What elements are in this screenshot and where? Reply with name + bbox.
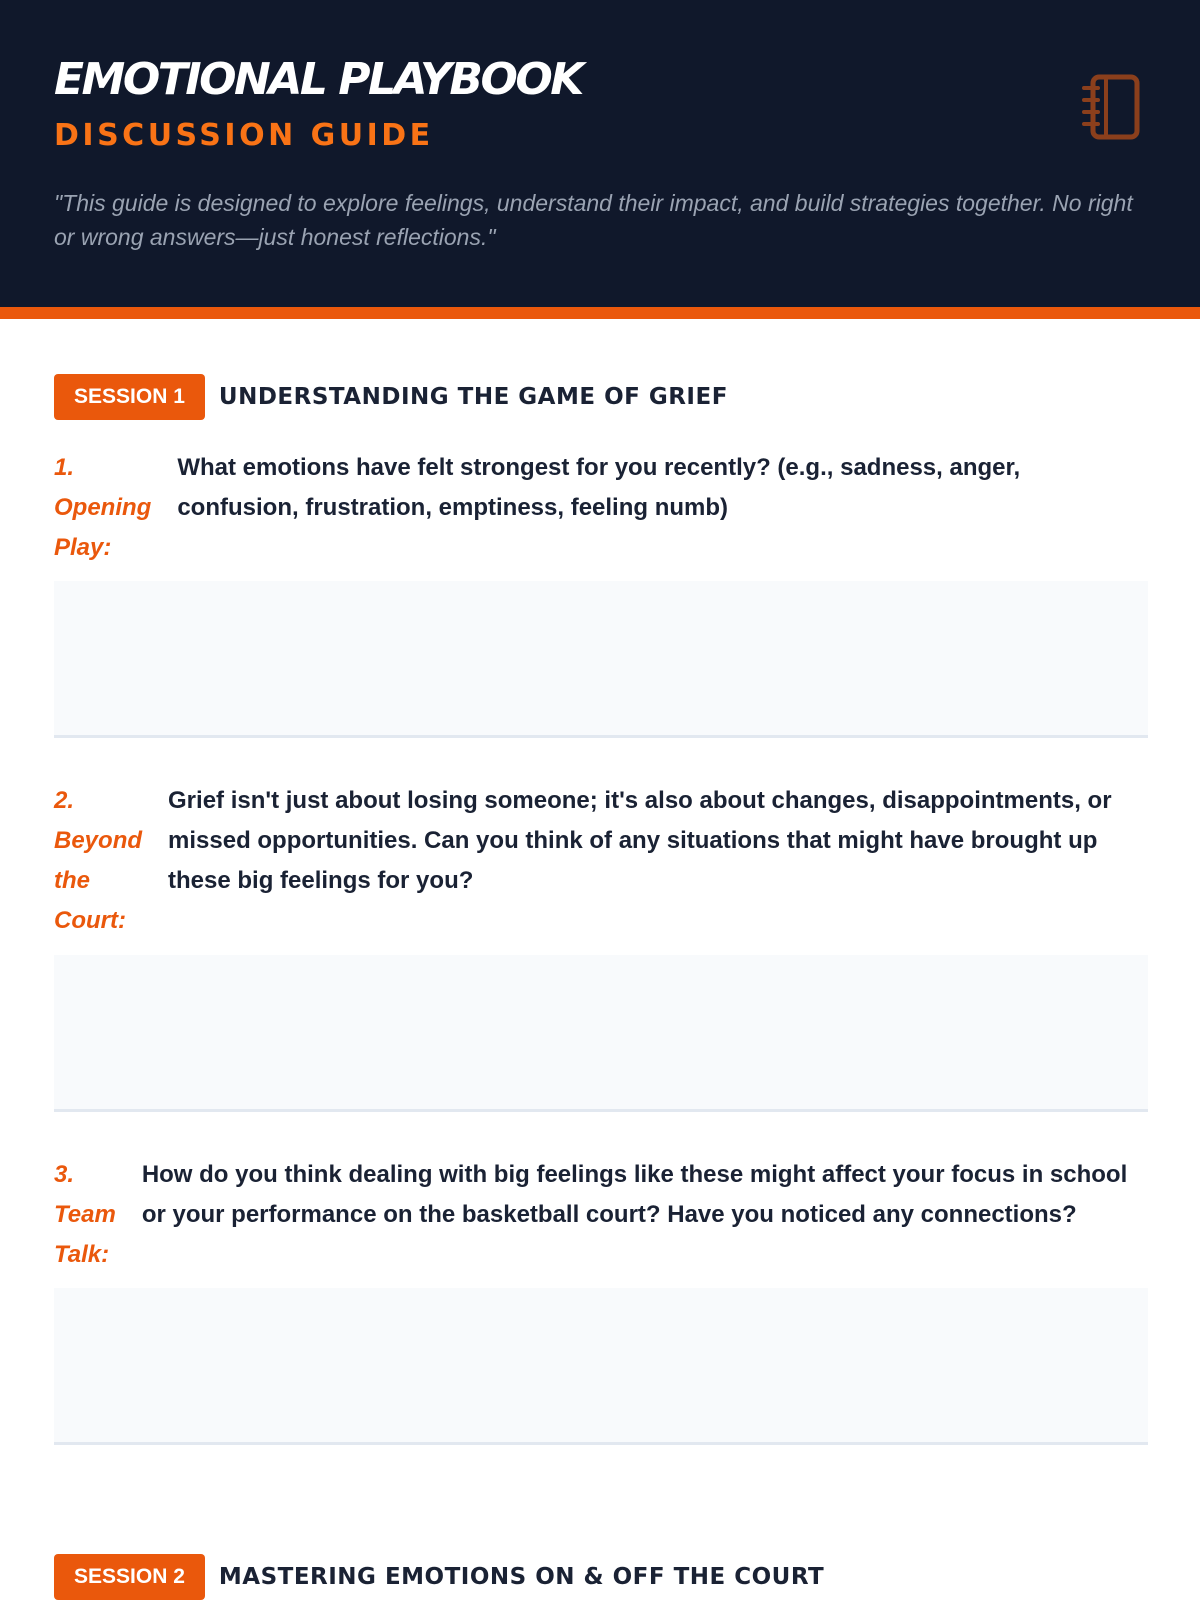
header	[0, 0, 1200, 319]
question-label-line: Beyond	[54, 827, 143, 854]
question-3	[54, 1155, 1148, 1275]
question-label-line: 3.	[54, 1161, 75, 1188]
question-label-line: 1.	[54, 454, 75, 481]
answer-box-1[interactable]	[54, 581, 1148, 738]
session-1-heading	[54, 374, 728, 420]
question-label-line: Opening	[54, 494, 152, 521]
question-text: Grief isn't just about losing someone; it's also about changes, disappointments, or missed opportunities. Can you think of any situations that might have brought up these big feelings for you?	[168, 787, 1112, 894]
question-label-line: Play:	[54, 534, 112, 561]
answer-box-2[interactable]	[54, 955, 1148, 1112]
session-title: UNDERSTANDING THE GAME OF GRIEF	[218, 384, 728, 410]
question-label-line: 2.	[54, 787, 75, 814]
question-1	[54, 448, 1148, 568]
session-2-heading	[54, 1554, 824, 1600]
intro-quote: "This guide is designed to explore feelings, understand their impact, and build strategies together. No right or wrong answers—just honest reflections."	[54, 190, 1133, 250]
page-title: EMOTIONAL PLAYBOOK	[54, 54, 582, 105]
question-label	[54, 781, 142, 941]
session-badge: SESSION 2	[54, 1554, 205, 1600]
question-2	[54, 781, 1148, 941]
question-label	[54, 1155, 116, 1275]
page-subtitle: DISCUSSION GUIDE	[54, 118, 434, 153]
answer-box-3[interactable]	[54, 1288, 1148, 1445]
question-label	[54, 448, 151, 568]
session-badge: SESSION 1	[54, 374, 205, 420]
notebook-icon	[1082, 74, 1140, 140]
session-title: MASTERING EMOTIONS ON & OFF THE COURT	[218, 1564, 825, 1590]
question-label-line: Court:	[54, 907, 126, 934]
question-label-line: Talk:	[54, 1241, 110, 1268]
question-text: How do you think dealing with big feelings like these might affect your focus in school or your performance on the basketball court? Have you noticed any connections?	[141, 1161, 1128, 1228]
question-text: What emotions have felt strongest for you recently? (e.g., sadness, anger, confusion, frustration, emptiness, feeling numb)	[177, 454, 1021, 521]
question-label-line: Team	[54, 1201, 116, 1228]
question-label-line: the	[54, 867, 90, 894]
